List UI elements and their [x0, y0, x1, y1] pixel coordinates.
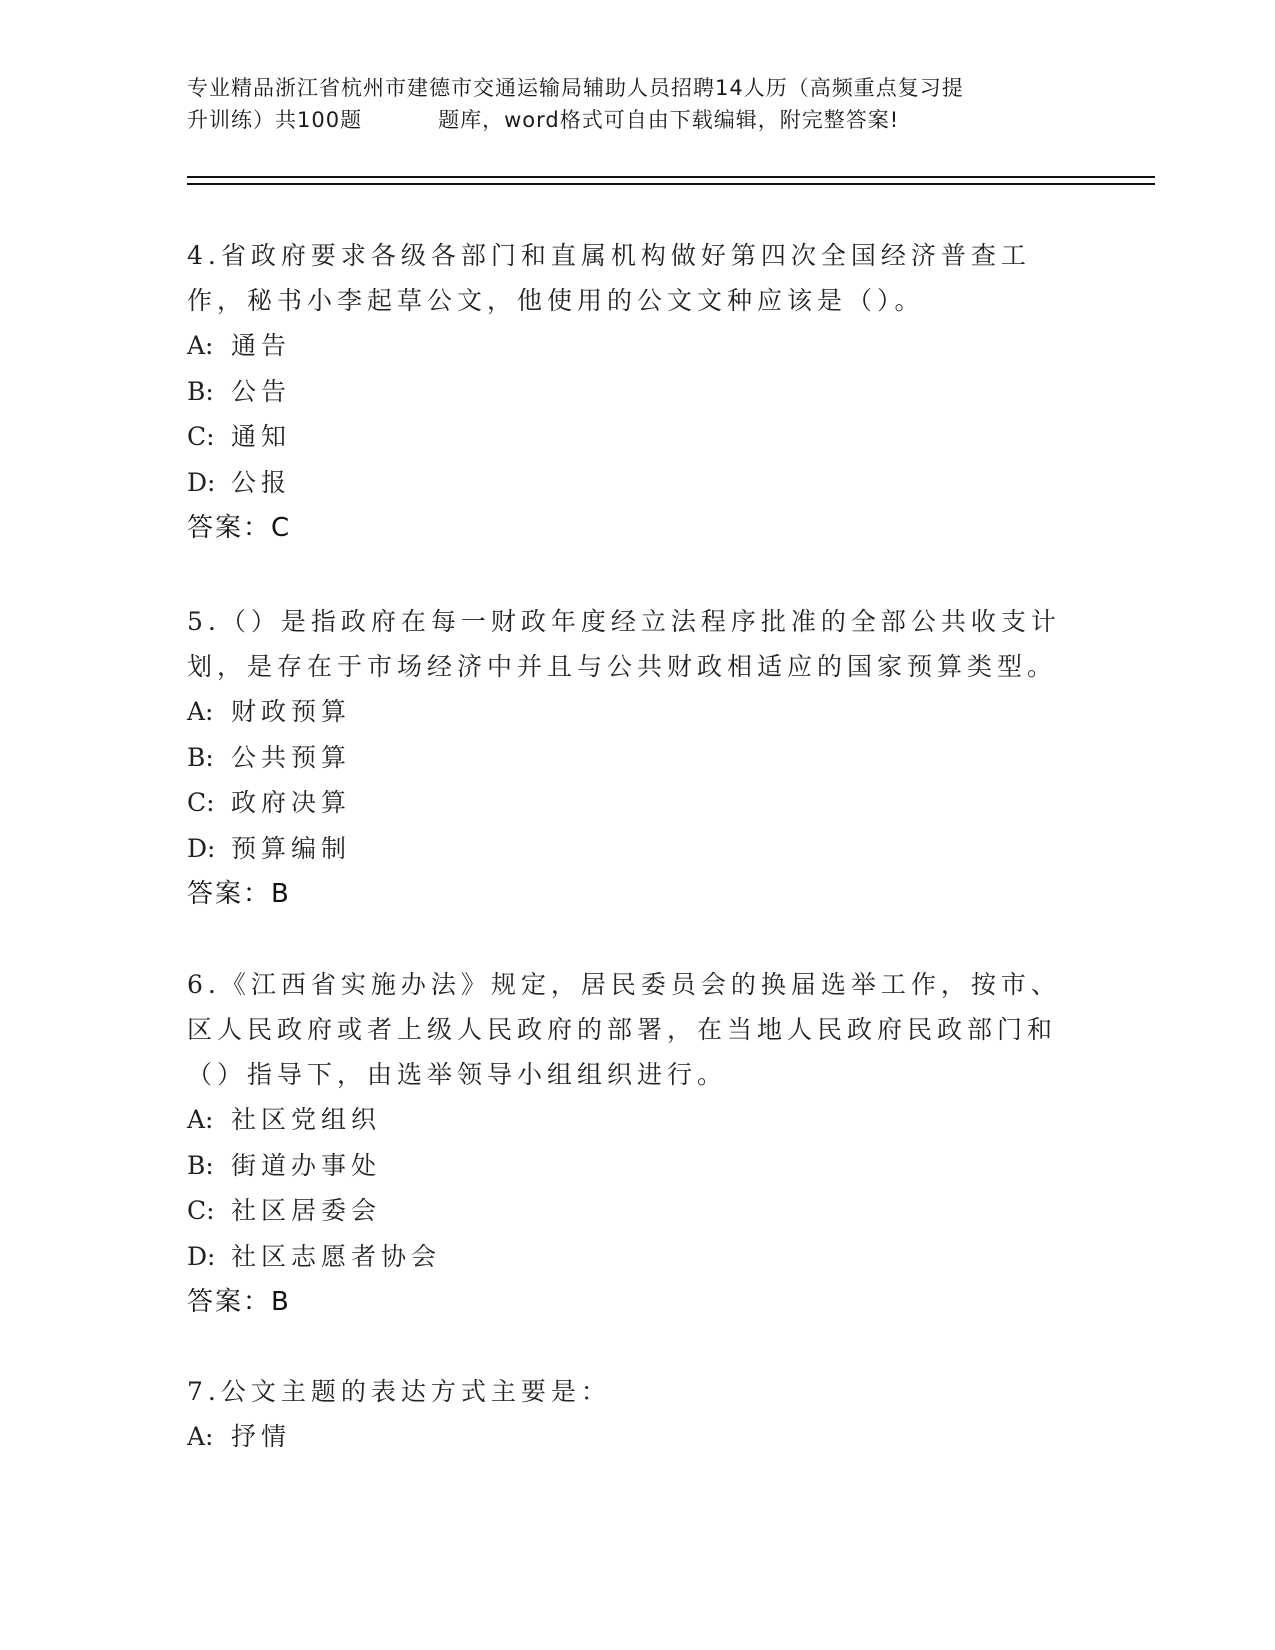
option-b: [187, 1143, 1067, 1189]
option-d: [187, 826, 1067, 872]
option-label: C:: [187, 422, 215, 451]
option-text: 通告: [231, 331, 292, 360]
option-label: A:: [187, 331, 214, 360]
option-a: [187, 323, 1067, 369]
question-stem: 7.公文主题的表达方式主要是：: [187, 1377, 611, 1406]
option-text: 社区居委会: [231, 1196, 382, 1225]
option-label: A:: [187, 1105, 214, 1134]
option-text: 公告: [231, 376, 292, 406]
question-4: [187, 233, 1067, 551]
option-a: [187, 1097, 1067, 1143]
option-b: [187, 369, 1067, 415]
option-label: D:: [187, 1241, 216, 1271]
option-c: [187, 1188, 1067, 1234]
option-text: 政府决算: [231, 788, 352, 817]
option-a: [187, 1414, 1067, 1460]
option-label: A:: [187, 1422, 214, 1451]
option-text: 通知: [231, 422, 292, 451]
question-6: [187, 962, 1067, 1325]
option-label: B:: [187, 742, 214, 772]
answer-line: 答案：B: [187, 879, 291, 909]
option-d: [187, 1234, 1067, 1280]
header-divider-bottom: [187, 183, 1155, 185]
question-stem: 5.（）是指政府在每一财政年度经立法程序批准的全部公共收支计划，是存在于市场经济中并且与公共财政相适应的国家预算类型。: [187, 607, 1061, 681]
header-title-line-2-part-1: 升训练）共100题: [187, 108, 363, 132]
page-header: [187, 72, 1087, 136]
option-text: 财政预算: [231, 697, 352, 726]
question-stem: 6.《江西省实施办法》规定，居民委员会的换届选举工作，按市、区人民政府或者上级人民政府的部署，在当地人民政府民政部门和（）指导下，由选举领导小组组织进行。: [187, 970, 1061, 1089]
header-title-line-2: [187, 104, 1087, 136]
option-c: [187, 414, 1067, 460]
option-text: 抒情: [231, 1422, 292, 1451]
option-label: B:: [187, 1150, 214, 1180]
option-label: D:: [187, 467, 216, 497]
header-title-line-1: 专业精品浙江省杭州市建德市交通运输局辅助人员招聘14人历（高频重点复习提: [187, 76, 964, 100]
option-a: [187, 689, 1067, 735]
option-text: 街道办事处: [231, 1150, 382, 1180]
option-b: [187, 735, 1067, 781]
option-label: C:: [187, 1196, 215, 1225]
option-text: 公共预算: [231, 742, 352, 772]
header-divider-top: [187, 176, 1155, 178]
option-text: 预算编制: [231, 833, 352, 863]
option-text: 公报: [231, 467, 292, 497]
option-label: D:: [187, 833, 216, 863]
question-5: [187, 599, 1067, 917]
header-title-line-2-part-2: 题库，word格式可自由下载编辑，附完整答案!: [438, 108, 900, 132]
option-c: [187, 780, 1067, 826]
option-text: 社区党组织: [231, 1105, 382, 1134]
option-label: B:: [187, 376, 214, 406]
answer-line: 答案：B: [187, 1287, 291, 1317]
option-label: A:: [187, 697, 214, 726]
option-text: 社区志愿者协会: [231, 1241, 442, 1271]
option-label: C:: [187, 788, 215, 817]
question-7: [187, 1369, 1067, 1460]
question-stem: 4.省政府要求各级各部门和直属机构做好第四次全国经济普查工作，秘书小李起草公文，他使用的公文文种应该是（）。: [187, 241, 1031, 315]
option-d: [187, 460, 1067, 506]
answer-line: 答案：C: [187, 513, 292, 543]
